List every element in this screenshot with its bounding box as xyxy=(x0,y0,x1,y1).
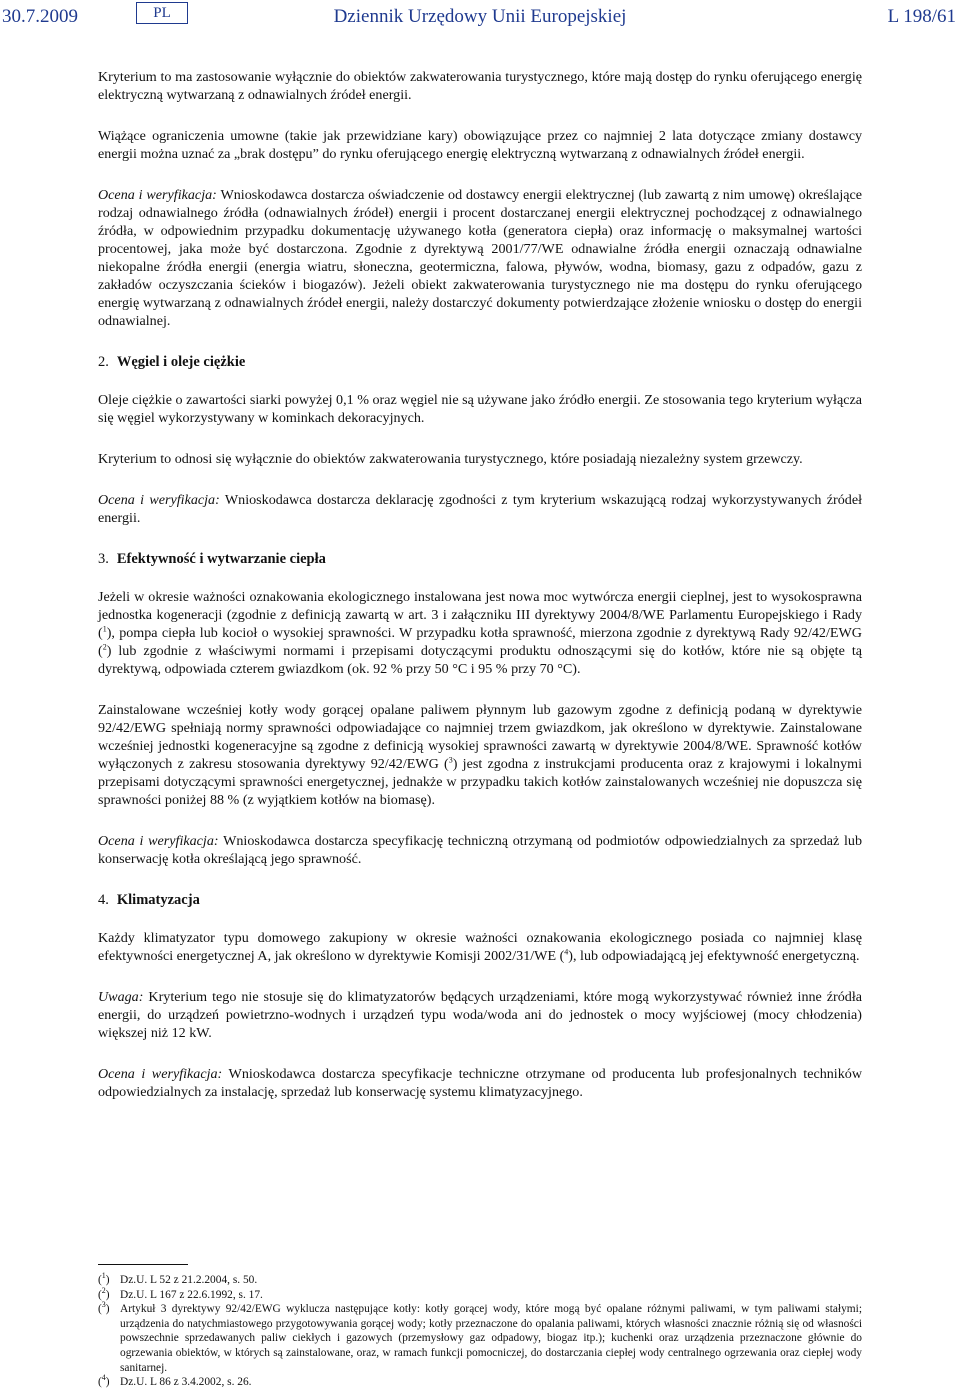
paragraph-text: ) jest zgodna z instrukcjami producenta oraz z krajowymi i lokalnymi przepisami dotyczącymi sprawności energetycznej, jednakże w przypadku takich kotłów zainstalowanych wcześniej nie dopuszcza się sprawności poniżej 88 % (z wyjątkiem kotłów na biomasę). xyxy=(98,756,862,808)
footnote-divider xyxy=(98,1264,188,1265)
paragraph-text: Zainstalowane wcześniej kotły wody gorącej opalane paliwem płynnym lub gazowym zgodne z definicją podaną w dyrektywie 92/42/EWG spełniają normy sprawności odpowiadające co najmniej trzem gwiazdkom, jak określono w dyrektywie. Zainstalowane wcześniej jednostki kogeneracyjne są zgodne z definicją wysokiej sprawności zawartą w dyrektywie 2004/8/WE. Sprawność kotłów wyłączonych z zakresu stosowania dyrektywy 92/42/EWG ( xyxy=(98,702,862,772)
section-heading-2 xyxy=(98,353,862,371)
paragraph xyxy=(98,491,862,527)
note-label: Uwaga: xyxy=(98,989,144,1005)
paragraph: Kryterium to odnosi się wyłącznie do obiektów zakwaterowania turystycznego, które posiadają niezależny system grzewczy. xyxy=(98,451,803,467)
paragraph: Oleje ciężkie o zawartości siarki powyżej 0,1 % oraz węgiel nie są używane jako źródło energii. Ze stosowania tego kryterium wyłącza się węgiel wykorzystywany w kominkach dekoracyjnych. xyxy=(98,392,862,426)
paragraph-text: Kryterium tego nie stosuje się do klimatyzatorów będących urządzeniami, które mogą wykorzystywać również inne źródła energii, do urządzeń powietrzno-wodnych i urządzeń typu woda/woda ani do jednostek o mocy wyjściowej (mocy chłodzenia) większej niż 12 kW. xyxy=(98,989,862,1041)
section-number: 4. xyxy=(98,892,109,908)
footnote-marker: ($^2$) xyxy=(98,1285,110,1301)
paragraph-text: ), pompa ciepła lub kocioł o wysokiej sprawności. W przypadku kotła sprawność, mierzona zgodnie z dyrektywą Rady 92/42/EWG ( xyxy=(98,625,862,659)
footnote-marker: ($^3$) xyxy=(98,1300,110,1316)
paragraph-text: Każdy klimatyzator typu domowego zakupiony w okresie ważności oznakowania ekologicznego posiada co najmniej klasę efektywności energetycznej A, jak określono w dyrektywie Komisji 2002/31/WE ( xyxy=(98,930,862,964)
assessment-label: Ocena i weryfikacja: xyxy=(98,492,220,508)
footnote-ref[interactable]: 3 xyxy=(448,755,453,765)
footnote-ref[interactable]: 2 xyxy=(102,642,107,652)
paragraph xyxy=(98,1065,862,1101)
footnote-ref[interactable]: 4 xyxy=(564,947,569,957)
paragraph-text: Wnioskodawca dostarcza specyfikacje techniczne otrzymane od producenta lub profesjonalnych techników odpowiedzialnych za instalację, sprzedaż lub konserwację systemu klimatyzacyjnego. xyxy=(98,1066,862,1100)
footnotes xyxy=(98,1264,862,1390)
assessment-label: Ocena i weryfikacja: xyxy=(98,187,217,203)
publication-date: 30.7.2009 xyxy=(2,6,78,27)
paragraph xyxy=(98,701,862,809)
document-body xyxy=(98,68,862,1124)
language-badge: PL xyxy=(136,2,188,24)
footnote-item xyxy=(98,1375,862,1390)
paragraph-text: ), lub odpowiadającą jej efektywność energetyczną. xyxy=(568,948,860,964)
footnote-text: Dz.U. L 167 z 22.6.1992, s. 17. xyxy=(120,1288,263,1301)
footnote-item xyxy=(98,1302,862,1375)
paragraph-text: ) lub zgodnie z właściwymi normami i przepisami dotyczącymi produktu odnoszącymi się do kotłów, które nie są objęte tą dyrektywą, odpowiada czterem gwiazdkom (ok. 92 % przy 50 °C i 95 % przy 70 °C). xyxy=(98,643,862,677)
paragraph xyxy=(98,832,862,868)
section-title: Efektywność i wytwarzanie ciepła xyxy=(116,551,326,567)
paragraph-text: Wnioskodawca dostarcza deklarację zgodności z tym kryterium wskazującą rodzaj wykorzystywanych źródeł energii. xyxy=(98,492,862,526)
page-header xyxy=(0,0,960,34)
footnote-item xyxy=(98,1285,862,1303)
footnote-item xyxy=(98,1273,862,1288)
section-title: Klimatyzacja xyxy=(116,892,200,908)
paragraph: Wiążące ograniczenia umowne (takie jak przewidziane kary) obowiązujące przez co najmniej 2 lata dotyczące zmiany dostawcy energii można uznać za „brak dostępu” do rynku oferującego energię elektryczną wytwarzaną z odnawialnych źródeł energii. xyxy=(98,128,862,162)
paragraph: Kryterium to ma zastosowanie wyłącznie do obiektów zakwaterowania turystycznego, które mają dostęp do rynku oferującego energię elektryczną wytwarzaną z odnawialnych źródeł energii. xyxy=(98,69,862,103)
section-heading-3 xyxy=(98,550,862,568)
paragraph-text: Wnioskodawca dostarcza oświadczenie od dostawcy energii elektrycznej (lub zawartą z nim umowę) określające rodzaj odnawialnego źródła (odnawialnych źródeł) energii i procent dostarczanej energii elektrycznej pochodzącej z odnawialnego źródła, w odpowiednim przypadku dokumentację używanego kotła (generatora ciepła) oraz informację o maksymalnej wartości procentowej, jaka może być dostarczona. Zgodnie z dyrektywą 2001/77/WE odnawialne źródła energii oznaczają odnawialne niekopalne źródła energii (energia wiatru, słoneczna, geotermiczna, falowa, pływów, wodna, biomasy, gazu z odpadów, gazu z zakładów oczyszczania ścieków i biogazów). Jeżeli obiekt zakwaterowania turystycznego nie ma dostępu do rynku oferującego energię wytwarzaną z odnawialnych źródeł energii, należy dostarczyć dokumenty potwierdzające złożenie wniosku o dostęp do energii odnawialnej. xyxy=(98,187,863,329)
footnote-text: Dz.U. L 86 z 3.4.2002, s. 26. xyxy=(120,1376,252,1389)
paragraph xyxy=(98,186,862,330)
footnote-text: Artykuł 3 dyrektywy 92/42/EWG wyklucza następujące kotły: kotły gorącej wody, które mogą być opalane różnymi paliwami, w tym paliwami stałymi; urządzenia do natychmiastowego przygotowywania gorącej wody; kotły przeznaczone do opalania paliwami, których własności znacznie różnią się od własności powszechnie sprzedawanych paliw ciekłych i gazowych (przemysłowy gaz odpadowy, biogaz itp.); kuchenki oraz urządzenia przeznaczone głównie do ogrzewania obiektów, w których są zainstalowane, oraz, w ramach funkcji pomocniczej, do dostarczania ciepłej wody centralnego ogrzewania oraz ciepłej wody sanitarnej. xyxy=(120,1303,862,1374)
paragraph xyxy=(98,929,862,965)
footnote-marker: ($^4$) xyxy=(98,1373,110,1389)
section-heading-4 xyxy=(98,891,862,909)
paragraph xyxy=(98,988,862,1042)
paragraph xyxy=(98,588,862,678)
paragraph-text: Jeżeli w okresie ważności oznakowania ekologicznego instalowana jest nowa moc wytwórcza energii cieplnej, jest to wysokosprawna jednostka kogeneracji (zgodnie z definicją zawartą w art. 3 i załączniku III dyrektywy 2004/8/WE Parlamentu Europejskiego i Rady ( xyxy=(98,589,862,641)
footnote-marker: ($^1$) xyxy=(98,1271,110,1286)
section-title: Węgiel i oleje ciężkie xyxy=(116,354,246,370)
section-number: 2. xyxy=(98,354,109,370)
paragraph-text: Wnioskodawca dostarcza specyfikację techniczną otrzymaną od podmiotów odpowiedzialnych za sprzedaż lub konserwację kotła określającą jego sprawność. xyxy=(98,833,863,867)
section-number: 3. xyxy=(98,551,109,567)
assessment-label: Ocena i weryfikacja: xyxy=(98,833,219,849)
footnote-text: Dz.U. L 52 z 21.2.2004, s. 50. xyxy=(120,1274,258,1286)
assessment-label: Ocena i weryfikacja: xyxy=(98,1066,223,1082)
journal-title: Dziennik Urzędowy Unii Europejskiej xyxy=(333,6,627,27)
page-reference: L 198/61 xyxy=(887,6,956,27)
footnote-ref[interactable]: 1 xyxy=(102,624,107,634)
